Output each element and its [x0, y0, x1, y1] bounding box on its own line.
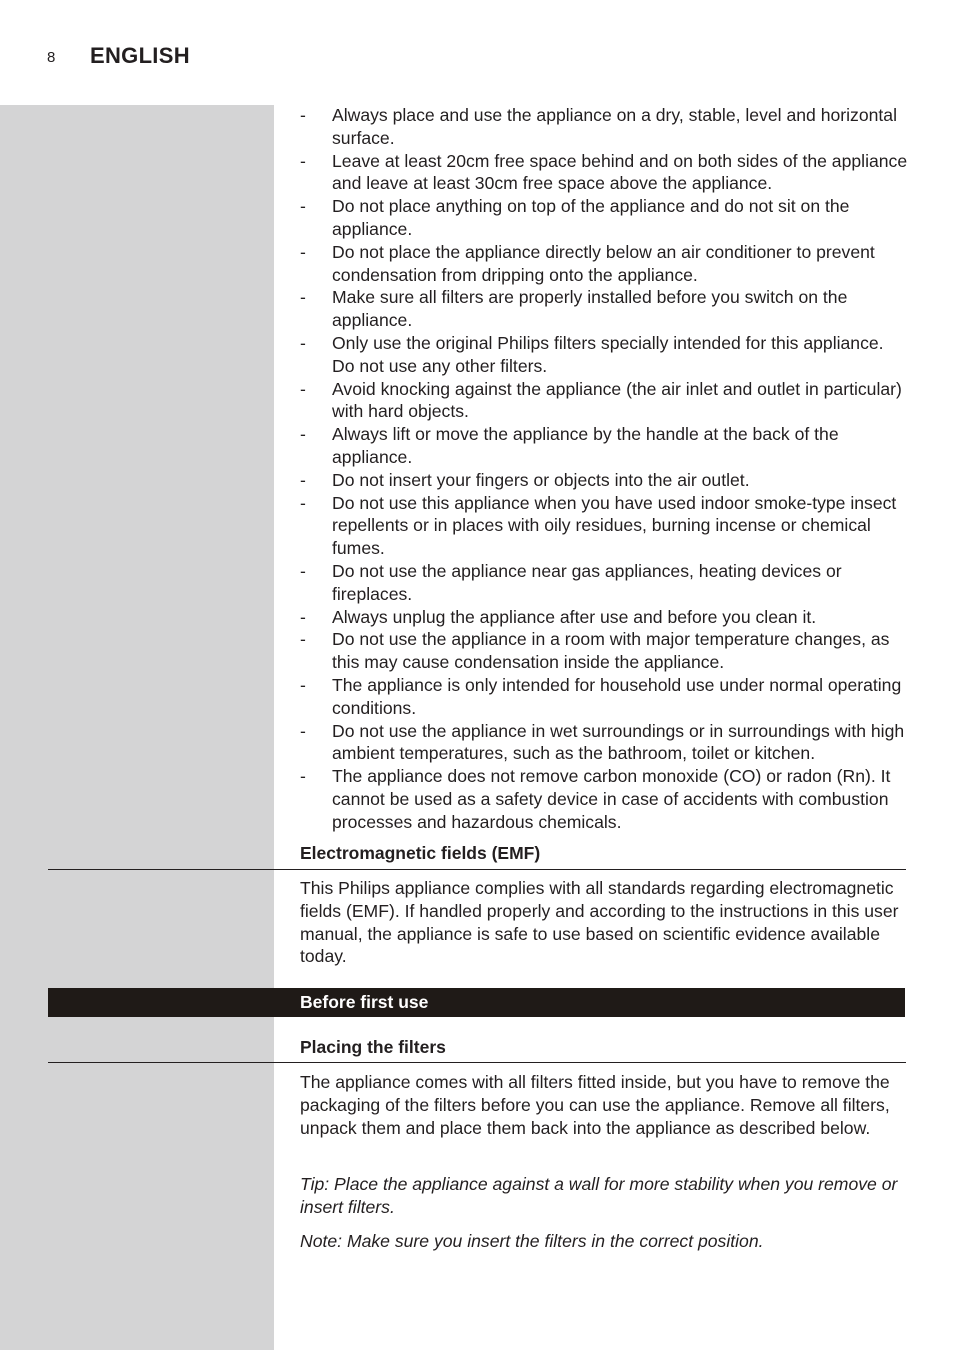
bullet-marker: -: [300, 332, 306, 353]
bullet-marker: -: [300, 241, 306, 262]
list-item: [300, 241, 908, 287]
list-item: [300, 720, 908, 766]
list-item: [300, 150, 908, 196]
list-item: [300, 560, 908, 606]
list-item-text: Avoid knocking against the appliance (the air inlet and outlet in particular) with hard objects.: [332, 378, 902, 422]
list-item-text: Always lift or move the appliance by the handle at the back of the appliance.: [332, 424, 839, 467]
bullet-marker: -: [300, 629, 306, 650]
list-item-text: Do not use this appliance when you have used indoor smoke-type insect repellents or in places with oily residues, burning incense or chemical fumes.: [332, 492, 897, 559]
emf-heading: Electromagnetic fields (EMF): [300, 843, 541, 863]
bullet-marker: -: [300, 196, 306, 217]
section-divider: [48, 1062, 906, 1063]
list-item-text: Always unplug the appliance after use and before you clean it.: [332, 606, 817, 627]
before-first-use-heading: Before first use: [300, 992, 429, 1012]
note-text: Note: Make sure you insert the filters in the correct position.: [300, 1231, 764, 1251]
list-item: [300, 469, 908, 492]
list-item-text: Do not use the appliance near gas appliances, heating devices or fireplaces.: [332, 560, 842, 604]
page-number: 8: [47, 49, 56, 66]
list-item: [300, 378, 908, 424]
list-item: [300, 104, 908, 150]
bullet-marker: -: [300, 287, 306, 308]
bullet-marker: -: [300, 606, 306, 627]
bullet-marker: -: [300, 469, 306, 490]
list-item-text: Do not insert your fingers or objects into the air outlet.: [332, 469, 750, 490]
placing-filters-heading: Placing the filters: [300, 1037, 446, 1057]
bullet-marker: -: [300, 674, 306, 695]
language-heading: ENGLISH: [90, 43, 190, 68]
list-item-text: The appliance does not remove carbon monoxide (CO) or radon (Rn). It cannot be used as a safety device in case of accidents with combustion processes and hazardous chemicals.: [332, 766, 891, 832]
emf-paragraph: This Philips appliance complies with all standards regarding electromagnetic fields (EMF). If handled properly and according to the instructions in this user manual, the appliance is safe to use based on scientific evidence available today.: [300, 878, 899, 967]
tip-text: Tip: Place the appliance against a wall for more stability when you remove or insert filters.: [300, 1174, 898, 1217]
safety-bullet-list: [300, 104, 908, 834]
bullet-marker: -: [300, 560, 306, 581]
bullet-marker: -: [300, 492, 306, 513]
list-item-text: Always place and use the appliance on a dry, stable, level and horizontal surface.: [332, 105, 897, 148]
placing-filters-paragraph: The appliance comes with all filters fitted inside, but you have to remove the packaging of the filters before you can use the appliance. Remove all filters, unpack them and place them back into the appliance as described below.: [300, 1072, 890, 1138]
list-item-text: The appliance is only intended for household use under normal operating conditions.: [332, 674, 902, 718]
bullet-marker: -: [300, 424, 306, 445]
list-item: [300, 765, 908, 833]
list-item: [300, 423, 908, 469]
list-item: [300, 492, 908, 560]
list-item: [300, 606, 908, 629]
list-item: [300, 286, 908, 332]
list-item: [300, 195, 908, 241]
list-item: [300, 674, 908, 720]
bullet-marker: -: [300, 378, 306, 399]
bullet-marker: -: [300, 720, 306, 741]
list-item-text: Do not use the appliance in wet surroundings or in surroundings with high ambient temperatures, such as the bathroom, toilet or kitchen.: [332, 720, 905, 764]
bullet-marker: -: [300, 766, 306, 787]
list-item-text: Do not use the appliance in a room with major temperature changes, as this may cause condensation inside the appliance.: [332, 629, 890, 673]
bullet-marker: -: [300, 105, 306, 125]
list-item-text: Do not place anything on top of the appliance and do not sit on the appliance.: [332, 196, 850, 239]
list-item-text: Do not place the appliance directly below an air conditioner to prevent condensation from dripping onto the appliance.: [332, 241, 875, 285]
list-item-text: Leave at least 20cm free space behind and on both sides of the appliance and leave at least 30cm free space above the appliance.: [332, 150, 908, 194]
left-margin-panel: [0, 105, 274, 1350]
list-item: [300, 332, 908, 378]
bullet-marker: -: [300, 150, 306, 171]
list-item-text: Only use the original Philips filters specially intended for this appliance. Do not use any other filters.: [332, 332, 884, 376]
list-item-text: Make sure all filters are properly installed before you switch on the appliance.: [332, 287, 848, 331]
section-banner: [48, 988, 905, 1017]
section-divider: [48, 869, 906, 870]
list-item: [300, 628, 908, 674]
